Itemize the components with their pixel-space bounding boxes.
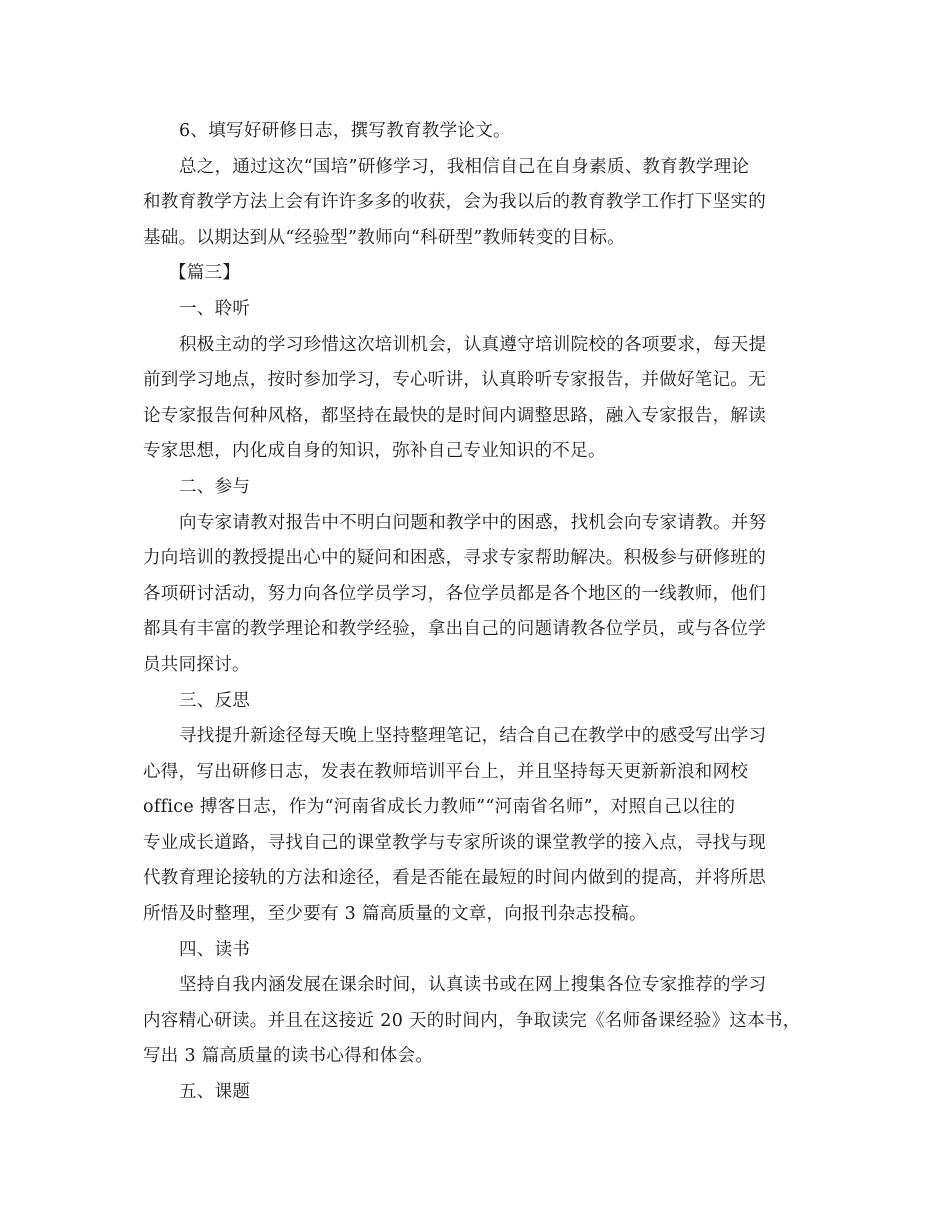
paragraph-line: 论专家报告何种风格，都坚持在最快的是时间内调整思路，融入专家报告，解读 xyxy=(143,405,766,426)
paragraph-line: 坚持自我内涵发展在课余时间，认真读书或在网上搜集各位专家推荐的学习 xyxy=(179,975,767,996)
paragraph-line: 专业成长道路，寻找自己的课堂教学与专家所谈的课堂教学的接入点，寻找与现 xyxy=(143,832,766,853)
paragraph-line: office 搏客日志，作为“河南省成长力教师”“河南省名师”，对照自己以往的 xyxy=(143,797,736,818)
section-heading: 三、反思 xyxy=(179,690,251,711)
section-heading: 五、课题 xyxy=(179,1082,251,1103)
paragraph-line: 各项研讨活动，努力向各位学员学习，各位学员都是各个地区的一线教师，他们 xyxy=(143,583,766,604)
paragraph-line: 总之，通过这次“国培”研修学习，我相信自己在自身素质、教育教学理论 xyxy=(179,156,750,177)
section-heading: 一、聆听 xyxy=(179,298,251,319)
paragraph-line: 前到学习地点，按时参加学习，专心听讲，认真聆听专家报告，并做好笔记。无 xyxy=(143,370,766,391)
paragraph-line: 心得，写出研修日志，发表在教师培训平台上，并且坚持每天更新新浪和网校 xyxy=(143,761,749,782)
paragraph-line: 寻找提升新途径每天晚上坚持整理笔记，结合自己在教学中的感受写出学习 xyxy=(179,726,767,747)
paragraph-line: 内容精心研读。并且在这接近 20 天的时间内，争取读完《名师备课经验》这本书， xyxy=(143,1010,801,1031)
paragraph-line: 员共同探讨。 xyxy=(143,654,250,675)
paragraph-line: 6、填写好研修日志，撰写教育教学论文。 xyxy=(179,121,511,141)
paragraph-line: 专家思想，内化成自身的知识，弥补自己专业知识的不足。 xyxy=(143,441,606,462)
paragraph-line: 向专家请教对报告中不明白问题和教学中的困惑，找机会向专家请教。并努 xyxy=(179,512,767,533)
paragraph-line: 代教育理论接轨的方法和途径，看是否能在最短的时间内做到的提高，并将所思 xyxy=(143,868,766,889)
paragraph-line: 积极主动的学习珍惜这次培训机会，认真遵守培训院校的各项要求，每天提 xyxy=(179,334,767,355)
paragraph-line: 所悟及时整理，至少要有 3 篇高质量的文章，向报刊杂志投稿。 xyxy=(143,904,647,925)
paragraph-line: 写出 3 篇高质量的读书心得和体会。 xyxy=(143,1046,434,1067)
section-title: 【篇三】 xyxy=(169,263,241,284)
paragraph-line: 都具有丰富的教学理论和教学经验，拿出自己的问题请教各位学员，或与各位学 xyxy=(143,619,766,640)
document-body xyxy=(143,114,807,1111)
section-heading: 四、读书 xyxy=(179,939,251,960)
paragraph-line: 和教育教学方法上会有许许多多的收获，会为我以后的教育教学工作打下坚实的 xyxy=(143,192,766,213)
section-heading: 二、参与 xyxy=(179,476,251,497)
paragraph-line: 基础。以期达到从“经验型”教师向“科研型”教师转变的目标。 xyxy=(143,227,625,248)
paragraph-line: 力向培训的教授提出心中的疑问和困惑，寻求专家帮助解决。积极参与研修班的 xyxy=(143,548,766,569)
